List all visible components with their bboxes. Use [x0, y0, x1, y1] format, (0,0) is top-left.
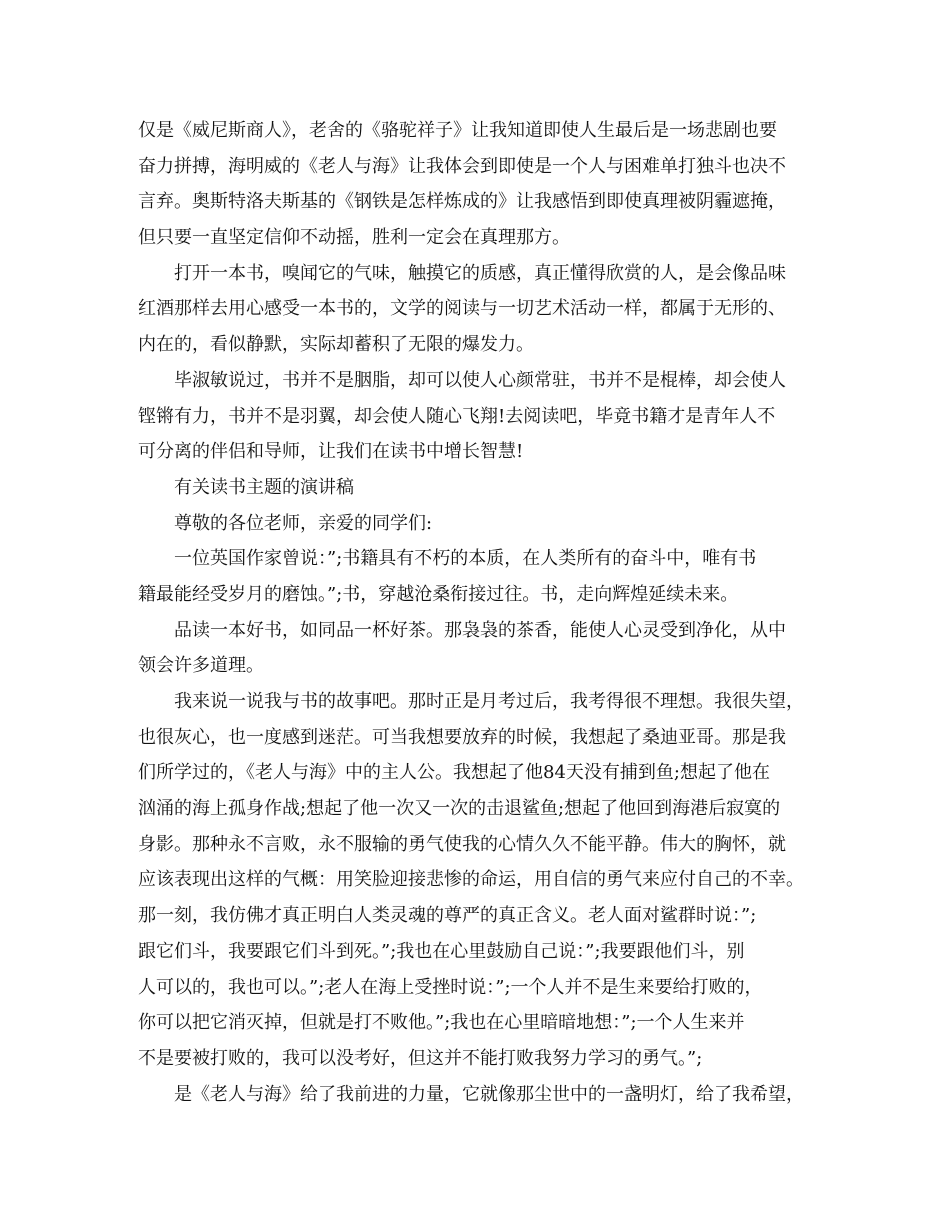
text-line: 也很灰心，也一度感到迷茫。可当我想要放弃的时候，我想起了桑迪亚哥。那是我	[138, 726, 786, 748]
text-line: 可分离的伴侣和导师，让我们在读书中增长智慧!	[138, 441, 524, 463]
text-line: 籍最能经受岁月的磨蚀。”;书，穿越沧桑衔接过往。书，走向辉煌延续未来。	[138, 583, 739, 605]
paragraph-start-line: 一位英国作家曾说：”;书籍具有不朽的本质，在人类所有的奋斗中，唯有书	[174, 548, 757, 570]
text-line: 仅是《威尼斯商人》，老舍的《骆驼祥子》让我知道即使人生最后是一场悲剧也要	[138, 120, 777, 141]
text-line: 应该表现出这样的气概：用笑脸迎接悲惨的命运，用自信的勇气来应付自己的不幸。	[138, 869, 804, 891]
text-line: 你可以把它消灭掉，但就是打不败他。”;我也在心里暗暗地想：”;一个人生来并	[138, 1012, 745, 1034]
text-line: 那一刻，我仿佛才真正明白人类灵魂的尊严的真正含义。老人面对鲨群时说：”;	[138, 905, 757, 927]
section-heading: 有关读书主题的演讲稿	[174, 476, 354, 498]
paragraph-start-line: 毕淑敏说过，书并不是胭脂，却可以使人心颜常驻，书并不是棍棒，却会使人	[174, 369, 786, 391]
text-line: 汹涌的海上孤身作战;想起了他一次又一次的击退鲨鱼;想起了他回到海港后寂寞的	[138, 798, 781, 820]
paragraph-start-line: 是《老人与海》给了我前进的力量，它就像那尘世中的一盏明灯，给了我希望，	[174, 1083, 804, 1105]
text-line: 领会许多道理。	[138, 655, 264, 677]
text-line: 铿锵有力，书并不是羽翼，却会使人随心飞翔!去阅读吧，毕竟书籍才是青年人不	[138, 405, 776, 427]
text-line: 不是要被打败的，我可以没考好，但这并不能打败我努力学习的勇气。”;	[138, 1047, 703, 1069]
salutation-line: 尊敬的各位老师，亲爱的同学们:	[174, 512, 433, 534]
text-line: 言弃。奥斯特洛夫斯基的《钢铁是怎样炼成的》让我感悟到即使真理被阴霾遮掩，	[138, 191, 786, 213]
text-line: 奋力拼搏，海明威的《老人与海》让我体会到即使是一个人与困难单打独斗也决不	[138, 155, 786, 177]
paragraph-start-line: 品读一本好书，如同品一杯好茶。那袅袅的茶香，能使人心灵受到净化，从中	[174, 619, 786, 641]
text-line: 身影。那种永不言败，永不服输的勇气使我的心情久久不能平静。伟大的胸怀，就	[138, 833, 786, 855]
document-body	[138, 113, 828, 1112]
text-line: 们所学过的，《老人与海》中的主人公。我想起了他84天没有捕到鱼;想起了他在	[138, 762, 770, 784]
paragraph-start-line: 我来说一说我与书的故事吧。那时正是月考过后，我考得很不理想。我很失望，	[174, 691, 804, 712]
text-line: 但只要一直坚定信仰不动摇，胜利一定会在真理那方。	[138, 227, 570, 249]
text-line: 跟它们斗，我要跟它们斗到死。”;我也在心里鼓励自己说：”;我要跟他们斗，别	[138, 940, 745, 962]
text-line: 红酒那样去用心感受一本书的，文学的阅读与一切艺术活动一样，都属于无形的、	[138, 298, 786, 320]
text-line: 人可以的，我也可以。”;老人在海上受挫时说：”;一个人并不是生来要给打败的，	[138, 976, 763, 998]
text-line: 内在的，看似静默，实际却蓄积了无限的爆发力。	[138, 334, 534, 356]
paragraph-start-line: 打开一本书，嗅闻它的气味，触摸它的质感，真正懂得欣赏的人，是会像品味	[174, 262, 786, 284]
